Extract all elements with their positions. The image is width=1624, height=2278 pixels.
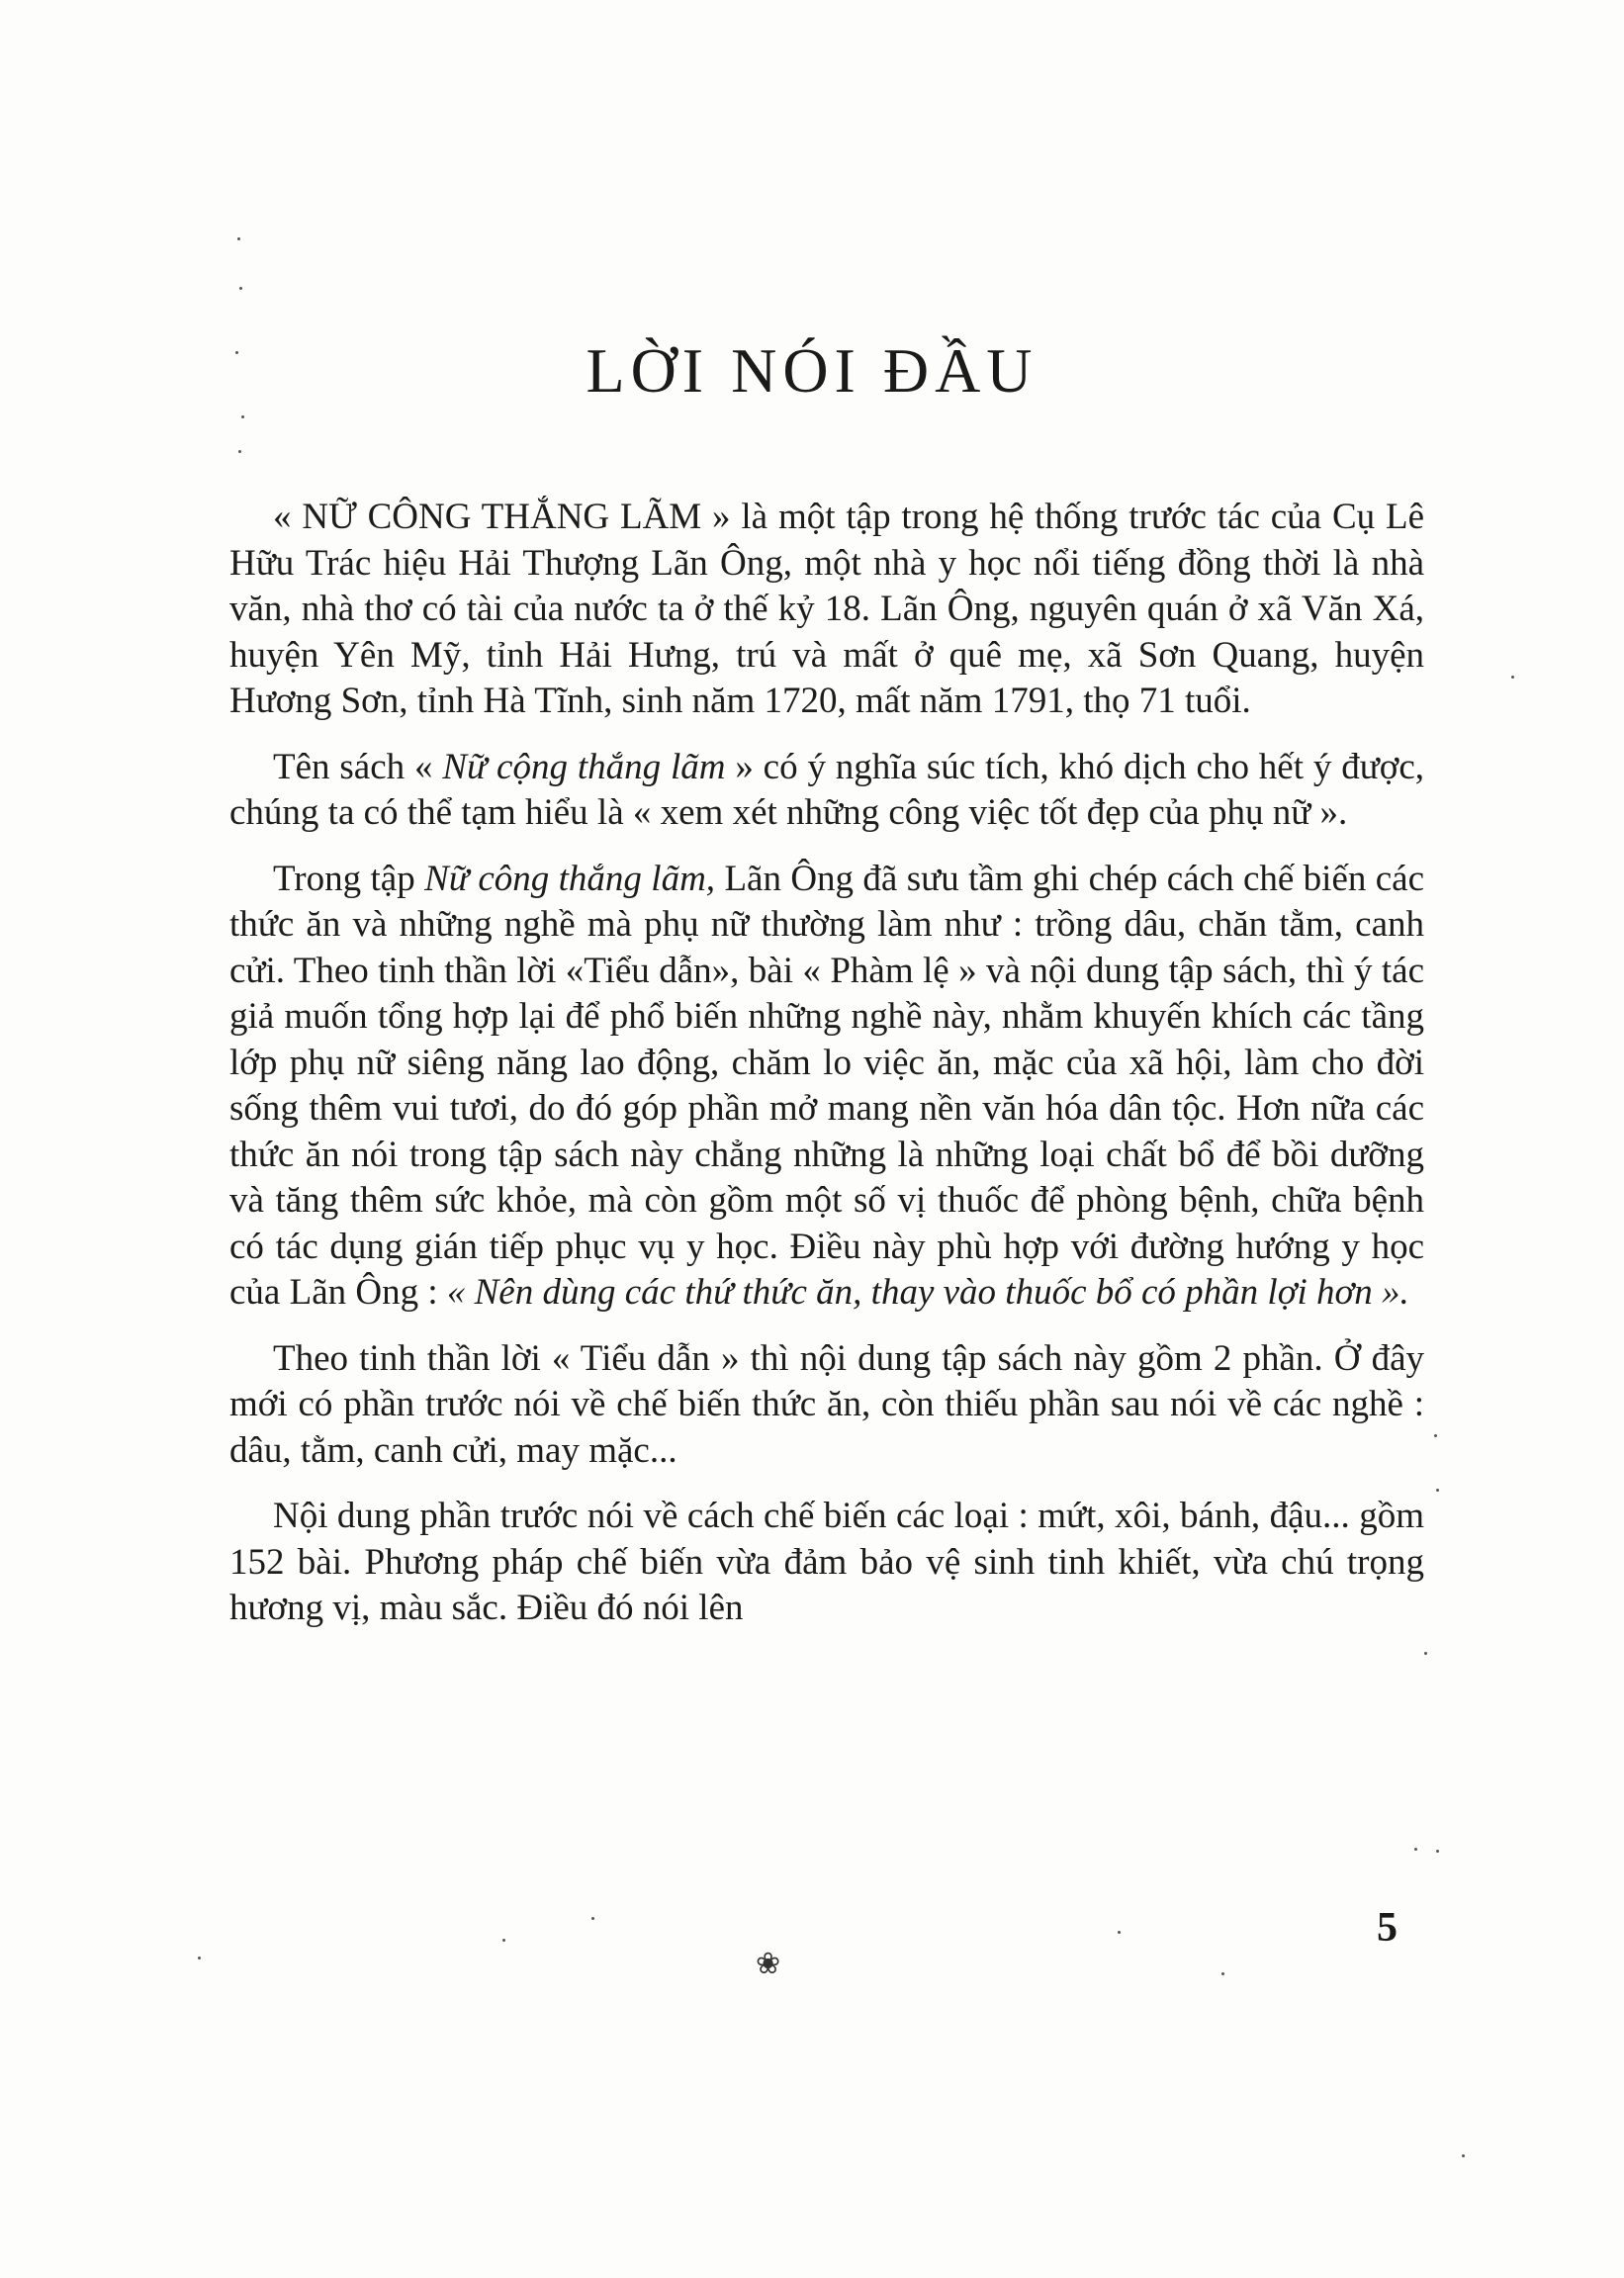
paragraph-2-book-title: Nữ cộng thắng lãm: [442, 746, 726, 787]
paragraph-2-text-a: Tên sách «: [273, 746, 433, 787]
scan-speck: [241, 415, 244, 418]
scan-speck: [198, 1957, 201, 1959]
scan-speck: [237, 237, 240, 240]
scan-speck: [1511, 676, 1514, 679]
scan-speck: [1436, 1489, 1439, 1492]
scan-speck: [1414, 1848, 1417, 1851]
paragraph-2: [229, 745, 1424, 837]
body-text: [229, 495, 1424, 1652]
page-title: LỜI NÓI ĐẦU: [586, 335, 1038, 406]
paragraph-2-text-b: » có ý nghĩa súc tích, khó dịch cho hết ý được, chúng ta có thể tạm hiểu là « xem xét những công việc tốt đẹp của phụ nữ ».: [229, 746, 1425, 833]
page-number: 5: [1377, 1905, 1398, 1951]
scan-speck: [1424, 1652, 1427, 1655]
scan-speck: [238, 450, 241, 453]
scan-speck: [1221, 1972, 1224, 1975]
paragraph-3-text-b: Lãn Ông đã sưu tầm ghi chép cách chế biến các thức ăn và những nghề mà phụ nữ thường làm như : trồng dâu, chăn tằm, canh cửi. Theo tinh thần lời «Tiểu dẫn», bài « Phàm lệ » và nội dung tập sách, thì ý tác giả muốn tổng hợp lại để phổ biến những nghề này, nhằm khuyến khích các tầng lớp phụ nữ siêng năng lao động, chăm lo việc ăn, mặc của xã hội, làm cho đời sống thêm vui tươi, do đó góp phần mở mang nền văn hóa dân tộc. Hơn nữa các thức ăn nói trong tập sách này chẳng những là những loại chất bổ để bồi dưỡng và tăng thêm sức khỏe, mà còn gồm một số vị thuốc để phòng bệnh, chữa bệnh có tác dụng gián tiếp phục vụ y học. Điều này phù hợp với đường hướng y học của Lãn Ông :: [229, 858, 1425, 1313]
scan-speck: [1118, 1931, 1121, 1934]
scan-speck: [1434, 1434, 1437, 1437]
paragraph-1: [229, 495, 1424, 725]
scan-speck: [1462, 2154, 1465, 2157]
paragraph-3: [229, 857, 1424, 1317]
paragraph-3-text-a: Trong tập: [273, 858, 425, 899]
scan-speck: [502, 1939, 505, 1942]
paragraph-4-text: Theo tinh thần lời « Tiểu dẫn » thì nội dung tập sách này gồm 2 phần. Ở đây mới có phần trước nói về chế biến thức ăn, còn thiếu phần sau nói về các nghề : dâu, tằm, canh cửi, may mặc...: [229, 1337, 1424, 1471]
paragraph-3-book-title: Nữ công thắng lãm,: [424, 858, 716, 899]
paragraph-3-quote: « Nên dùng các thứ thức ăn, thay vào thuốc bổ có phần lợi hơn ».: [446, 1272, 1409, 1313]
printer-mark-icon: ❀: [756, 1947, 781, 1981]
scan-speck: [239, 287, 242, 290]
paragraph-5-text: Nội dung phần trước nói về cách chế biến các loại : mứt, xôi, bánh, đậu... gồm 152 bài. Phương pháp chế biến vừa đảm bảo vệ sinh tinh khiết, vừa chú trọng hương vị, màu sắc. Điều đó nói lên: [229, 1496, 1424, 1628]
scan-speck: [1436, 1850, 1439, 1853]
paragraph-5: [229, 1494, 1424, 1632]
scan-speck: [591, 1917, 594, 1920]
scan-speck: [235, 351, 238, 354]
paragraph-4: [229, 1336, 1424, 1475]
paragraph-1-text: « NỮ CÔNG THẮNG LÃM » là một tập trong hệ thống trước tác của Cụ Lê Hữu Trác hiệu Hải Thượng Lãn Ông, một nhà y học nổi tiếng đồng thời là nhà văn, nhà thơ có tài của nước ta ở thế kỷ 18. Lãn Ông, nguyên quán ở xã Văn Xá, huyện Yên Mỹ, tỉnh Hải Hưng, trú và mất ở quê mẹ, xã Sơn Quang, huyện Hương Sơn, tỉnh Hà Tĩnh, sinh năm 1720, mất năm 1791, thọ 71 tuổi.: [229, 497, 1424, 721]
